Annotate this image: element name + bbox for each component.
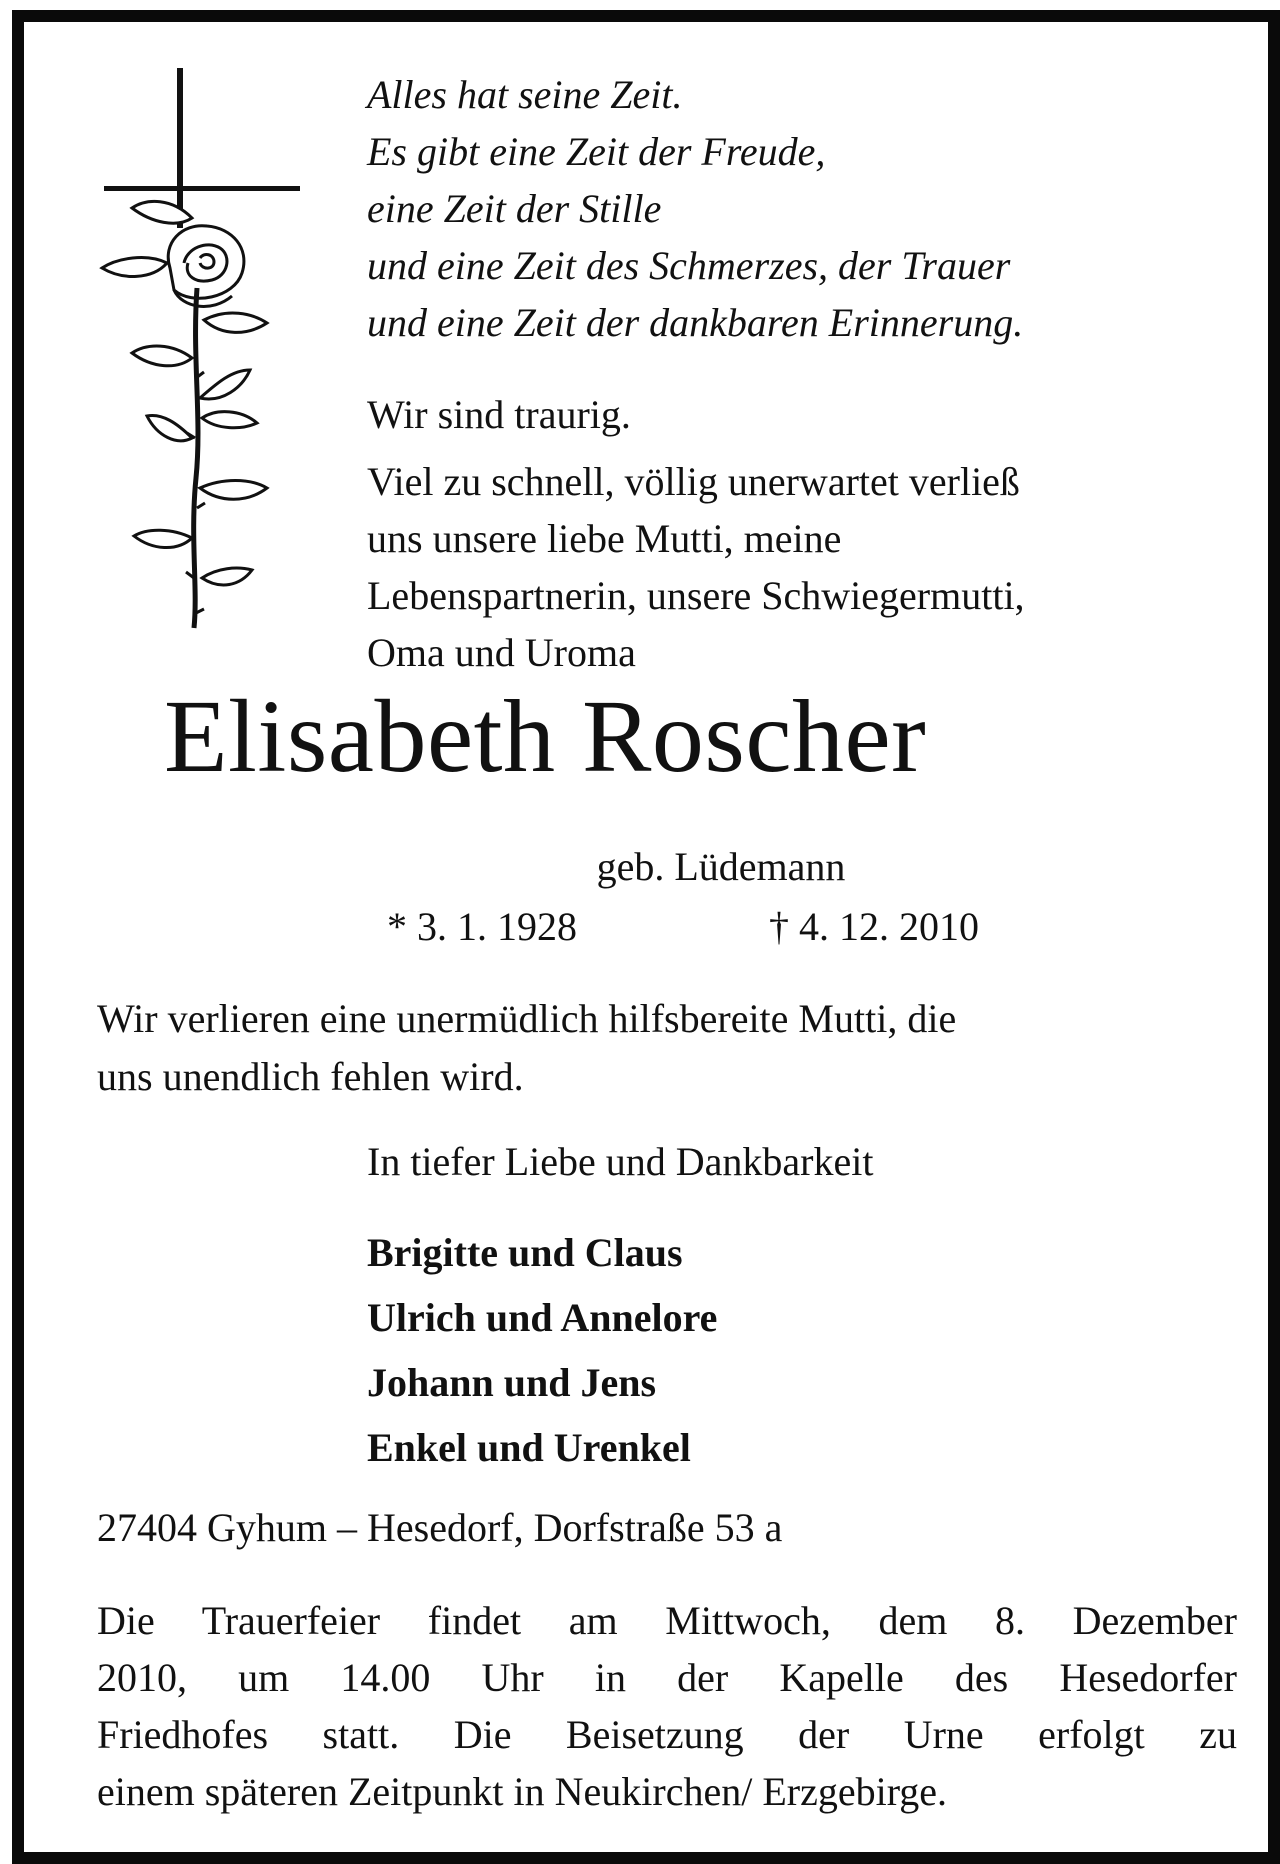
birth-date: * 3. 1. 1928 [387,904,577,949]
death-date: † 4. 12. 2010 [769,904,979,949]
poem-line: Es gibt eine Zeit der Freude, [367,129,826,174]
intro-line: Lebenspartnerin, unsere Schwiegermutti, [367,573,1025,618]
birth-name: geb. Lüdemann [596,844,846,889]
intro-line: Oma und Uroma [367,630,636,675]
loss-line: Wir verlieren eine unermüdlich hilfsbereite Mutti, die [97,996,957,1041]
family-member: Johann und Jens [367,1360,657,1405]
family-member: Brigitte und Claus [367,1230,683,1275]
intro-line: uns unsere liebe Mutti, meine [367,516,842,561]
poem-line: und eine Zeit der dankbaren Erinnerung. [367,300,1024,345]
service-line: 2010, um 14.00 Uhr in der Kapelle des Hesedorfer [97,1655,1237,1700]
address: 27404 Gyhum – Hesedorf, Dorfstraße 53 a [97,1505,783,1550]
poem [367,66,1023,351]
family-member: Enkel und Urenkel [367,1425,691,1470]
poem-line: und eine Zeit des Schmerzes, der Trauer [367,243,1011,288]
intro-line: Viel zu schnell, völlig unerwartet verließ [367,459,1020,504]
obituary-frame [12,10,1280,1864]
poem-line: Alles hat seine Zeit. [367,72,683,117]
intro-sad: Wir sind traurig. [367,392,631,437]
cross-with-rose-icon [92,58,312,648]
thanks-line: In tiefer Liebe und Dankbarkeit [367,1139,874,1184]
family-list [367,1220,717,1480]
service-line: Friedhofes statt. Die Beisetzung der Urne erfolgt zu [97,1712,1237,1757]
family-member: Ulrich und Annelore [367,1295,718,1340]
service-line: Die Trauerfeier findet am Mittwoch, dem 8. Dezember [97,1598,1237,1643]
deceased-name: Elisabeth Roscher [164,679,927,794]
intro-text [367,386,1025,681]
service-notice [97,1592,1237,1820]
poem-line: eine Zeit der Stille [367,186,662,231]
loss-line: uns unendlich fehlen wird. [97,1054,524,1099]
loss-statement [97,990,956,1106]
service-line: einem späteren Zeitpunkt in Neukirchen/ Erzgebirge. [97,1769,948,1814]
